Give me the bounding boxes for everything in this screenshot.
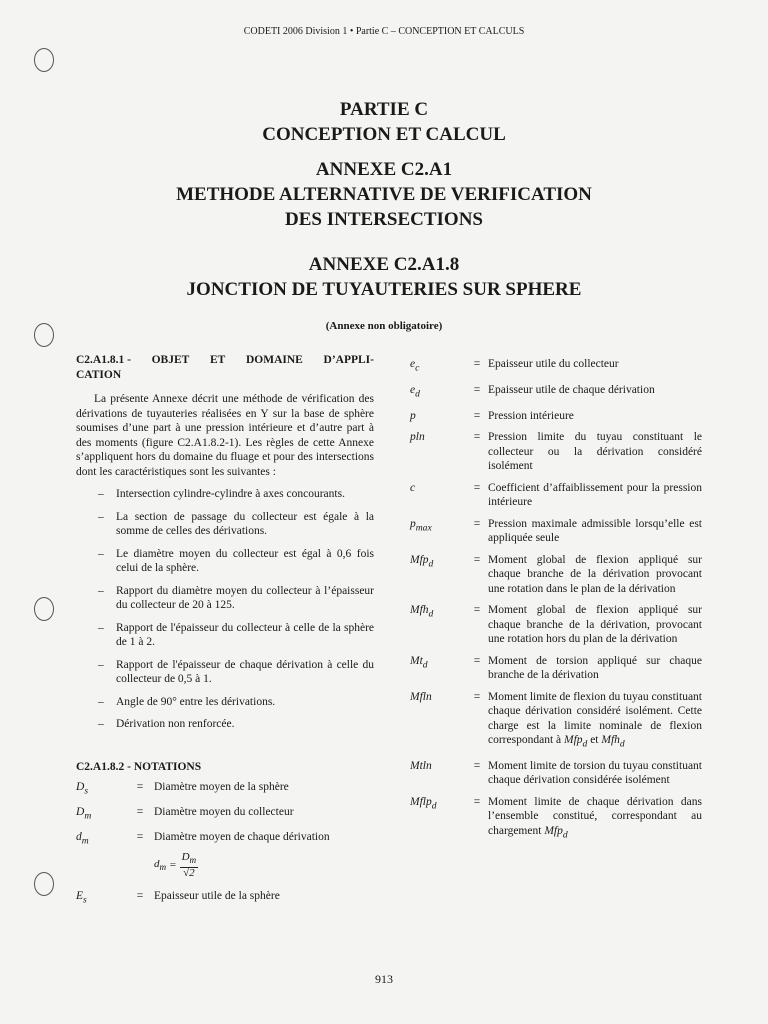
notation-mtd: $Mt_d$ = Moment de torsion appliqué sur chaque branche de la dérivation [410, 654, 702, 682]
notation-pln: pln = Pression limite du tuyau constituant le collecteur ou la dérivation considéré isolément [410, 431, 702, 473]
title-partie: PARTIE C [339, 99, 429, 120]
right-column [410, 357, 702, 850]
notation-ed: $e_d$ = Epaisseur utile de chaque dérivation [410, 383, 655, 400]
section1-heading: C2.A1.8.1 - OBJET ET DOMAINE D’APPLI- [76, 354, 374, 366]
section1-paragraph: La présente Annexe décrit une méthode de vérification des dérivations de tuyauteries réalisées en Y sur la base de sphère soumises d’une part à une pression intérieure et d’autre part à des moments (figure C2.A1.8.2-1). Les règles de cette Annexe s’appliquent hors du domaine du fluage et pour des intersections dont les caractéristiques sont les suivantes : [76, 393, 374, 478]
list-item: – Rapport de l'épaisseur de chaque dérivation à celle du collecteur de 0,5 à 1. [76, 658, 374, 687]
binder-hole-3 [34, 597, 54, 621]
notation-dmm: $d_m$ = Diamètre moyen de chaque dérivation [76, 830, 330, 846]
section1-number: C2.A1.8.1 - [76, 354, 131, 366]
list-item: – La section de passage du collecteur est égale à la somme de celles des dérivations. [76, 510, 374, 539]
list-item: – Angle de 90° entre les dérivations. [76, 695, 374, 710]
fraction: $\frac{D_m}{√2}$ [181, 851, 197, 879]
notation-ds: $D_s$ = Diamètre moyen de la sphère [76, 781, 289, 797]
title-annexe1: ANNEXE C2.A1 [315, 159, 453, 180]
list-item: – Dérivation non renforcée. [76, 717, 374, 732]
list-item: – Rapport du diamètre moyen du collecteur à l’épaisseur du collecteur de 20 à 125. [76, 584, 374, 613]
title-block-partie [0, 97, 768, 147]
notation-mflpd: Mflp$_d$ = Moment limite de chaque dérivation dans l’ensemble constitué, correspondant au chargement Mfp$_d$ [410, 795, 702, 841]
binder-hole-1 [34, 48, 54, 72]
notation-mtln: Mtln = Moment limite de torsion du tuyau constituant chaque dérivation considérée isolément [410, 759, 702, 787]
notation-mfln: Mfln = Moment limite de flexion du tuyau constituant chaque dérivation considéré isolément. Cette charge est la limite nominale de flexion correspondant à Mfp$_d$ et Mfh$_d$ [410, 690, 702, 750]
notation-es: $E_s$ = Epaisseur utile de la sphère [76, 889, 280, 905]
title-block-annexe1 [0, 157, 768, 232]
running-header: CODETI 2006 Division 1 • Partie C – CONCEPTION ET CALCULS [243, 26, 525, 37]
section1-heading-cont: CATION [76, 368, 122, 381]
page-number: 913 [375, 972, 393, 986]
section2-heading: C2.A1.8.2 - NOTATIONS [76, 760, 202, 773]
title-block-annexe2 [0, 252, 768, 302]
list-item: – Le diamètre moyen du collecteur est égal à 0,6 fois celui de la sphère. [76, 547, 374, 576]
title-annexe2: ANNEXE C2.A1.8 [308, 254, 460, 275]
notation-pmax: $p_{max}$ = Pression maximale admissible lorsqu’elle est appliquée seule [410, 517, 702, 545]
title-conception: CONCEPTION ET CALCUL [262, 124, 506, 145]
notation-mfpd: Mfp$_d$ = Moment global de flexion appliqué sur chaque branche de la dérivation provocant une rotation dans le plan de la dérivation [410, 553, 702, 595]
list-item: – Rapport de l'épaisseur du collecteur à celle de la sphère de 1 à 2. [76, 621, 374, 650]
binder-hole-4 [34, 872, 54, 896]
left-column [76, 353, 374, 907]
notation-mfhd: Mfh$_d$ = Moment global de flexion appliqué sur chaque branche de la dérivation, provocant une rotation hors du plan de la dérivation [410, 604, 702, 646]
notation-p: p = Pression intérieure [410, 409, 574, 422]
notation-dm: $D_m$ = Diamètre moyen du collecteur [76, 805, 294, 822]
annexe-non-obligatoire: (Annexe non obligatoire) [325, 320, 443, 332]
title-annexe1-sub2: DES INTERSECTIONS [285, 209, 483, 230]
notation-c: c = Coefficient d’affaiblissement pour la pression intérieure [410, 481, 702, 509]
title-annexe2-sub: JONCTION DE TUYAUTERIES SUR SPHERE [186, 279, 582, 300]
notation-ec: $e_c$ = Epaisseur utile du collecteur [410, 358, 619, 374]
formula-dm: $d_m$ = $\frac{D_m}{√2}$ [154, 851, 197, 879]
list-item: – Intersection cylindre-cylindre à axes concourants. [76, 487, 374, 502]
title-annexe1-sub1: METHODE ALTERNATIVE DE VERIFICATION [176, 184, 592, 205]
characteristics-list [76, 487, 374, 732]
